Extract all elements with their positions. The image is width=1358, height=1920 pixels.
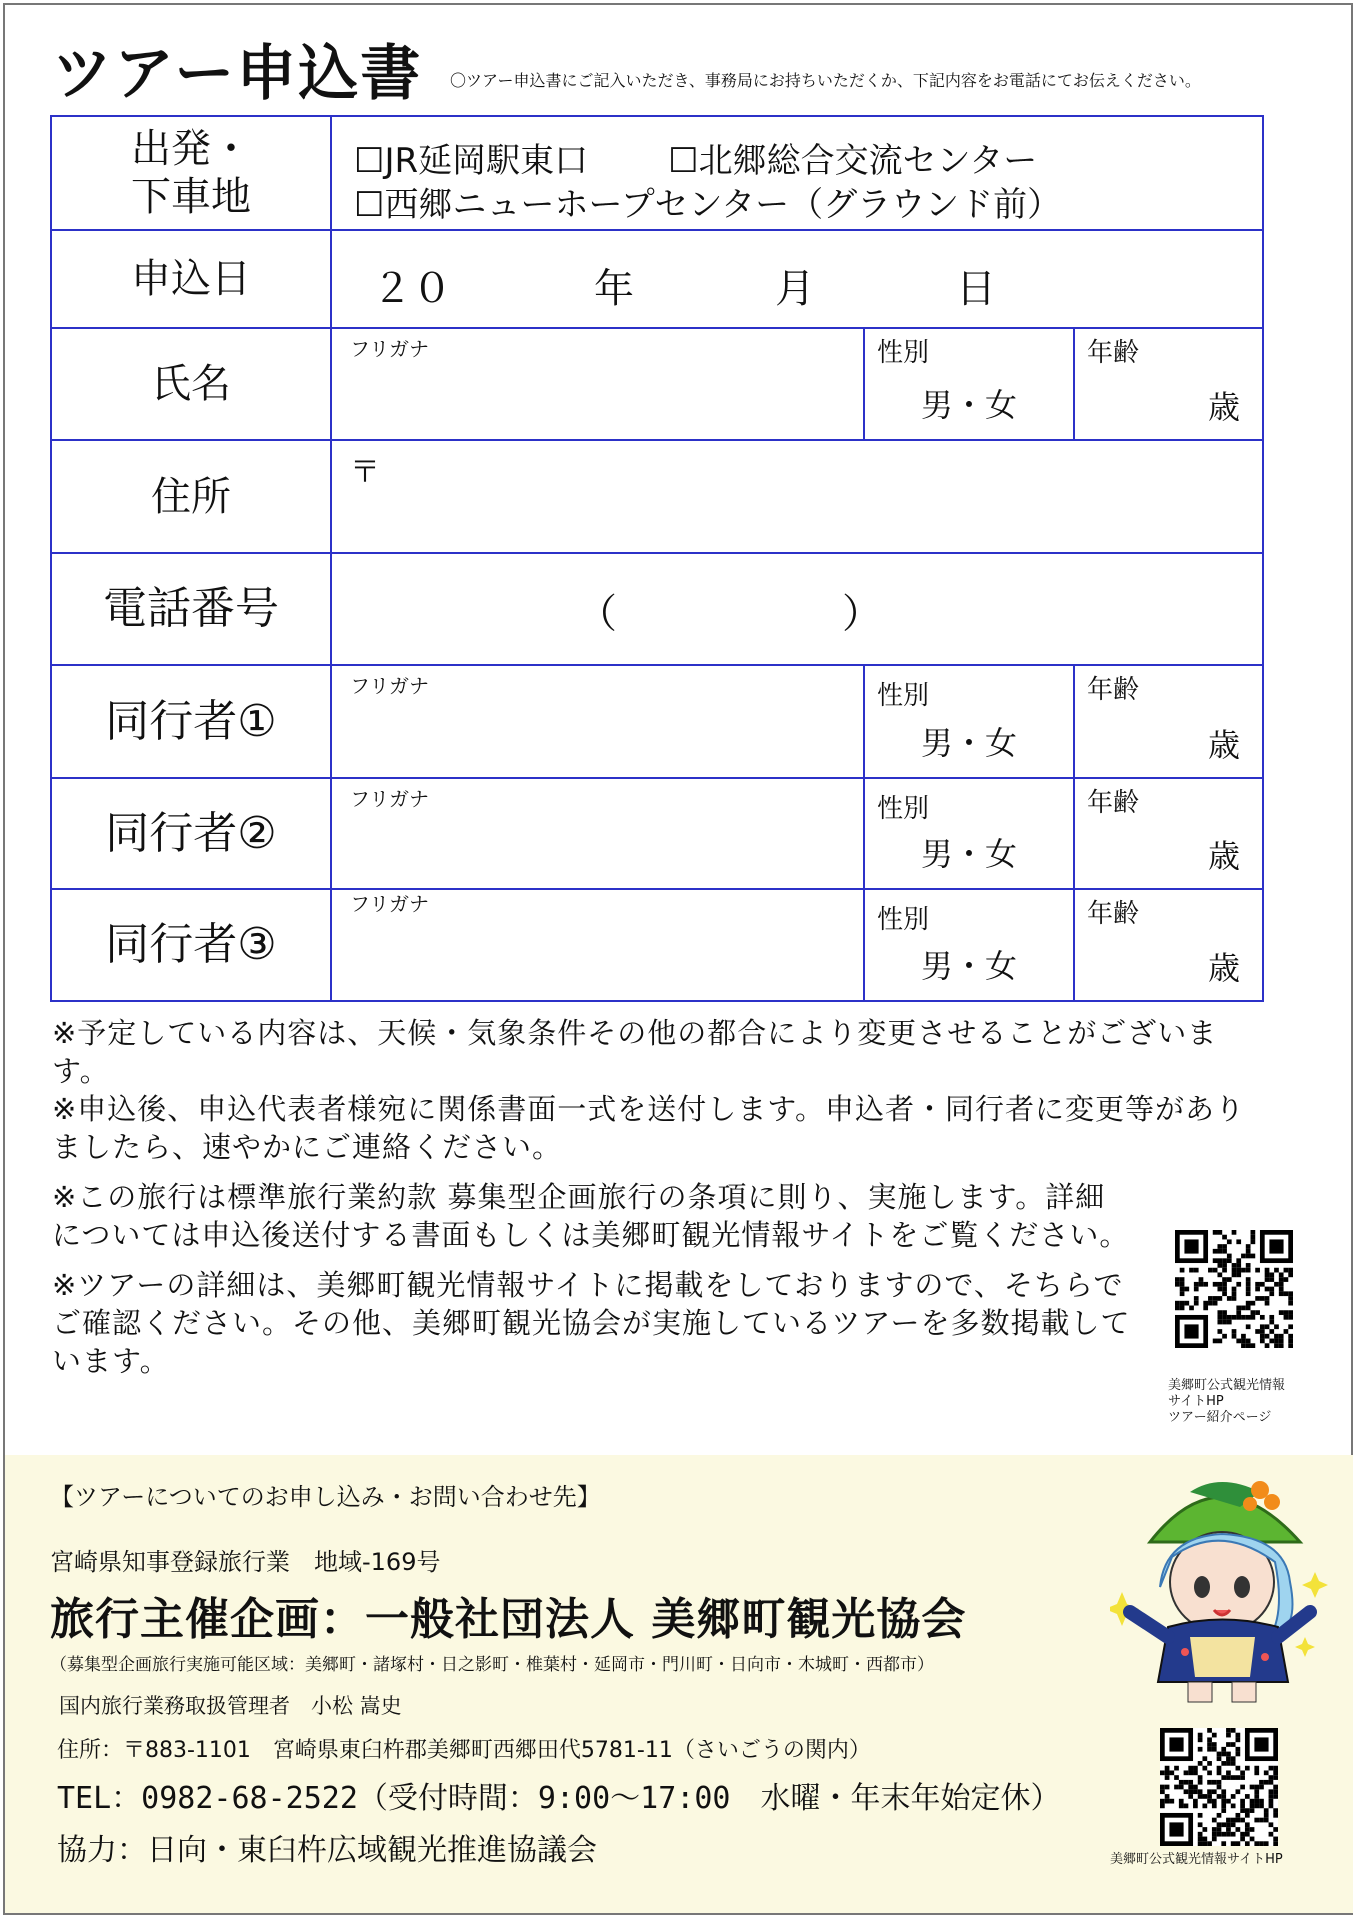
age-label: 年齢 <box>1087 675 1140 706</box>
date-field[interactable] <box>331 230 1263 328</box>
address-label: 住所 <box>51 440 331 553</box>
companion-gender-field[interactable] <box>864 889 1074 1001</box>
name-row <box>51 328 1263 441</box>
age-label: 年齢 <box>1087 337 1140 368</box>
departure-label-line1: 出発・ <box>131 125 251 172</box>
companion-gender-field[interactable] <box>864 778 1074 890</box>
gender-options[interactable]: 男・女 <box>920 947 1017 985</box>
age-label: 年齢 <box>1087 899 1140 930</box>
note-schedule-change: ※予定している内容は、天候・気象条件その他の都合により変更させることがございます。 <box>52 1016 1218 1088</box>
companion-label: 同行者③ <box>51 889 331 1001</box>
tour-page-qr-code[interactable] <box>1175 1230 1293 1348</box>
date-label: 申込日 <box>51 230 331 328</box>
phone-label: 電話番号 <box>51 553 331 666</box>
mascot-character-illustration <box>1110 1462 1330 1707</box>
travel-manager: 国内旅行業務取扱管理者 小松 嵩史 <box>59 1694 402 1718</box>
age-unit: 歳 <box>1208 388 1241 427</box>
departure-option-saigo[interactable]: ☐西郷ニューホープセンター（グラウンド前） <box>354 185 1062 225</box>
address-field[interactable] <box>331 440 1263 553</box>
companion-furigana-label: フリガナ <box>350 892 429 917</box>
notes-section <box>52 1014 1264 1380</box>
companion-furigana-label: フリガナ <box>350 674 429 699</box>
date-row <box>51 230 1263 328</box>
office-address: 住所：〒883-1101 宮崎県東臼杵郡美郷町西郷田代5781-11（さいごうの関内） <box>57 1738 871 1763</box>
qr-code-graphic <box>1175 1230 1293 1348</box>
name-furigana-label: フリガナ <box>350 336 429 361</box>
companion-age-field[interactable] <box>1074 889 1263 1001</box>
name-age-field[interactable] <box>1074 328 1263 441</box>
companion-name-field[interactable] <box>331 778 864 890</box>
date-month-unit: 月 <box>775 265 815 312</box>
companion-label: 同行者② <box>51 778 331 890</box>
phone-open-paren: （ <box>577 590 617 637</box>
qr-code-graphic <box>1160 1728 1278 1846</box>
gender-label: 性別 <box>877 793 930 824</box>
age-unit: 歳 <box>1208 949 1241 987</box>
tour-qr-caption-line3: ツアー紹介ページ <box>1168 1410 1272 1425</box>
name-gender-field[interactable] <box>864 328 1074 441</box>
name-field[interactable] <box>331 328 864 441</box>
note-documents: ※申込後、申込代表者様宛に関係書面一式を送付します。申込者・同行者に変更等がありましたら、速やかにご連絡ください。 <box>52 1092 1245 1164</box>
travel-license: 宮崎県知事登録旅行業 地域-169号 <box>50 1548 441 1576</box>
postal-mark: 〒 <box>350 455 380 491</box>
page-title: ツアー申込書 <box>52 39 423 109</box>
companion-name-field[interactable] <box>331 665 864 778</box>
phone-close-paren: ） <box>842 590 882 637</box>
departure-options-line1 <box>354 139 1262 183</box>
tour-qr-caption <box>1168 1378 1285 1426</box>
gender-options[interactable]: 男・女 <box>920 386 1017 425</box>
organizer-name: 旅行主催企画：一般社団法人 美郷町観光協会 <box>50 1594 967 1645</box>
age-unit: 歳 <box>1208 725 1241 764</box>
tour-qr-caption-line2: サイトHP <box>1168 1394 1224 1409</box>
application-form-table <box>50 115 1264 1002</box>
companion-row <box>51 778 1263 890</box>
companion-furigana-label: フリガナ <box>350 786 429 811</box>
telephone[interactable]: TEL：0982-68-2522（受付時間：9:00～17:00 水曜・年末年始定休） <box>57 1781 1061 1816</box>
official-site-qr-code[interactable] <box>1160 1728 1278 1846</box>
departure-options[interactable] <box>331 116 1263 230</box>
cooperation: 協力：日向・東臼杵広域観光推進協議会 <box>57 1833 597 1868</box>
date-year-unit: 年 <box>594 265 634 312</box>
phone-field[interactable] <box>331 553 1263 666</box>
tour-qr-caption-line1: 美郷町公式観光情報 <box>1168 1378 1286 1393</box>
age-unit: 歳 <box>1208 837 1241 876</box>
note-terms: ※この旅行は標準旅行業約款 募集型企画旅行の条項に則り、実施します。詳細については申込後送付する書面もしくは美郷町観光情報サイトをご覧ください。 <box>52 1180 1130 1252</box>
gender-options[interactable]: 男・女 <box>920 835 1017 874</box>
gender-label: 性別 <box>877 337 930 368</box>
date-day-unit: 日 <box>956 265 996 312</box>
companion-age-field[interactable] <box>1074 778 1263 890</box>
gender-label: 性別 <box>877 681 930 712</box>
departure-option-kitago[interactable]: ☐北郷総合交流センター <box>668 141 1038 181</box>
address-row <box>51 440 1263 553</box>
companion-gender-field[interactable] <box>864 665 1074 778</box>
service-area: （募集型企画旅行実施可能区域：美郷町・諸塚村・日之影町・椎葉村・延岡市・門川町・日向市・木城町・西都市） <box>50 1655 934 1675</box>
companion-row <box>51 665 1263 778</box>
companion-row <box>51 889 1263 1001</box>
age-label: 年齢 <box>1087 787 1140 818</box>
date-year-prefix: ２０ <box>372 265 452 312</box>
gender-options[interactable]: 男・女 <box>920 723 1017 762</box>
gender-label: 性別 <box>877 905 930 936</box>
departure-option-nobeoka[interactable]: ☐JR延岡駅東口 <box>354 141 589 181</box>
departure-row <box>51 116 1263 230</box>
companion-label: 同行者① <box>51 665 331 778</box>
phone-row <box>51 553 1263 666</box>
companion-name-field[interactable] <box>331 889 864 1001</box>
departure-label-line2: 下車地 <box>131 173 251 220</box>
note-tour-details: ※ツアーの詳細は、美郷町観光情報サイトに掲載をしておりますので、そちらでご確認ください。その他、美郷町観光協会が実施しているツアーを多数掲載しています。 <box>52 1268 1131 1378</box>
departure-label <box>51 116 331 230</box>
site-qr-caption: 美郷町公式観光情報サイトHP <box>1110 1852 1283 1867</box>
companion-age-field[interactable] <box>1074 665 1263 778</box>
name-label: 氏名 <box>51 328 331 441</box>
form-instruction: 〇ツアー申込書にご記入いただき、事務局にお持ちいただくか、下記内容をお電話にてお伝えください。 <box>450 71 1201 90</box>
contact-heading: 【ツアーについてのお申し込み・お問い合わせ先】 <box>50 1483 601 1511</box>
